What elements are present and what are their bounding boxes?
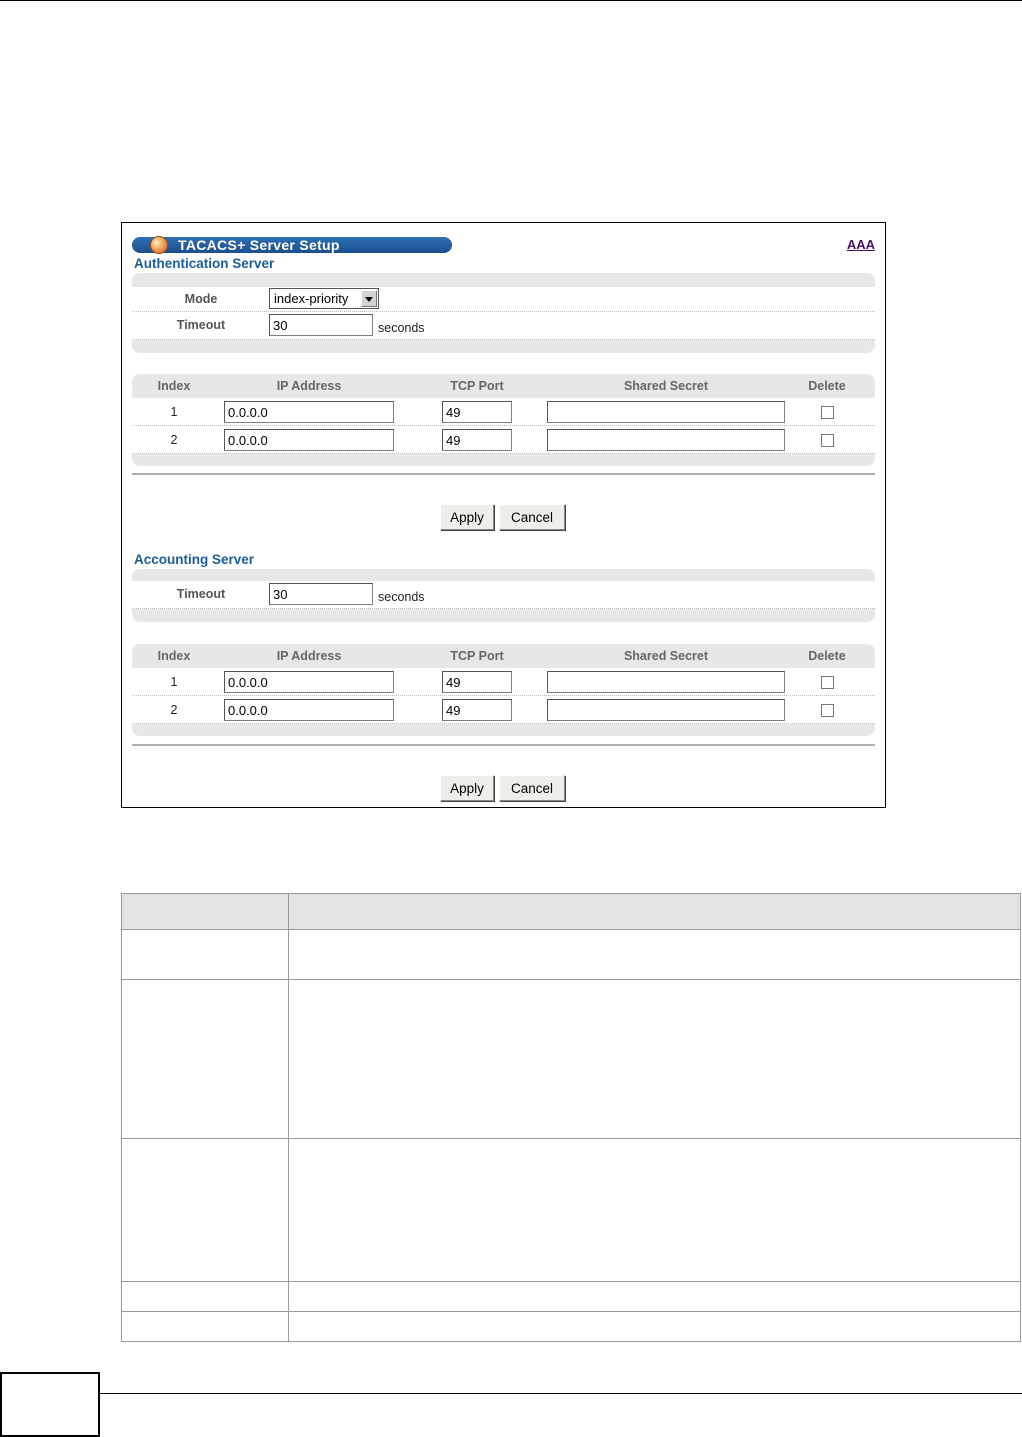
tcp-port-input[interactable]	[442, 429, 512, 451]
col-tcp-port: TCP Port	[450, 379, 504, 393]
tacacs-server-setup-screen	[121, 222, 886, 808]
table-row	[122, 1312, 1021, 1342]
timeout-unit: seconds	[378, 321, 425, 335]
timeout-row	[132, 581, 875, 609]
col-tcp-port: TCP Port	[450, 649, 504, 663]
accounting-server-heading: Accounting Server	[134, 552, 255, 567]
col-index: Index	[157, 649, 191, 663]
delete-checkbox[interactable]	[821, 434, 834, 447]
acct-cancel-button[interactable]: Cancel	[499, 775, 565, 801]
header-cell-description	[288, 894, 1020, 930]
acct-timeout-input[interactable]	[269, 583, 373, 605]
mode-select-value: index-priority	[274, 291, 349, 306]
authentication-settings-panel	[132, 273, 875, 353]
delete-checkbox[interactable]	[821, 406, 834, 419]
table-row	[122, 1282, 1021, 1312]
screen-title: TACACS+ Server Setup	[178, 237, 340, 253]
table-header-row	[122, 894, 1021, 930]
mode-label: Mode	[184, 292, 218, 306]
table-row	[122, 930, 1021, 980]
timeout-label: Timeout	[176, 587, 226, 601]
table-row	[132, 668, 875, 696]
table-row	[122, 1139, 1021, 1282]
mode-row	[132, 287, 875, 312]
page-footer-rule	[0, 1393, 1022, 1394]
title-bar	[132, 237, 452, 253]
ip-address-input[interactable]	[224, 429, 394, 451]
acct-apply-button[interactable]: Apply	[440, 775, 494, 801]
auth-cancel-button[interactable]: Cancel	[499, 504, 565, 530]
auth-timeout-input[interactable]	[269, 314, 373, 336]
shared-secret-input[interactable]	[547, 401, 785, 423]
table-row	[122, 980, 1021, 1139]
col-ip-address: IP Address	[276, 379, 342, 393]
header-cell-label	[122, 894, 289, 930]
section-divider	[132, 473, 875, 475]
row-index: 1	[170, 405, 178, 419]
tcp-port-input[interactable]	[442, 401, 512, 423]
ip-address-input[interactable]	[224, 699, 394, 721]
col-shared-secret: Shared Secret	[623, 379, 709, 393]
col-shared-secret: Shared Secret	[623, 649, 709, 663]
field-description-table	[121, 893, 1021, 1342]
shared-secret-input[interactable]	[547, 671, 785, 693]
row-index: 1	[170, 675, 178, 689]
shared-secret-input[interactable]	[547, 429, 785, 451]
shared-secret-input[interactable]	[547, 699, 785, 721]
accounting-settings-panel	[132, 569, 875, 622]
mode-select[interactable]	[269, 288, 379, 309]
aaa-link[interactable]: AAA	[846, 237, 875, 252]
delete-checkbox[interactable]	[821, 704, 834, 717]
table-row	[132, 398, 875, 426]
col-ip-address: IP Address	[276, 649, 342, 663]
tcp-port-input[interactable]	[442, 699, 512, 721]
auth-apply-button[interactable]: Apply	[440, 504, 494, 530]
delete-checkbox[interactable]	[821, 676, 834, 689]
authentication-server-heading: Authentication Server	[134, 256, 275, 271]
table-row	[132, 426, 875, 454]
authentication-server-table	[132, 374, 875, 466]
col-delete: Delete	[808, 649, 846, 663]
page-number-box	[0, 1372, 100, 1437]
timeout-unit: seconds	[378, 590, 425, 604]
chevron-down-icon[interactable]	[361, 290, 377, 307]
ip-address-input[interactable]	[224, 671, 394, 693]
timeout-row	[132, 312, 875, 340]
tcp-port-input[interactable]	[442, 671, 512, 693]
table-row	[132, 696, 875, 724]
col-index: Index	[157, 379, 191, 393]
page-top-rule	[0, 0, 1022, 1]
orb-icon	[150, 236, 168, 254]
col-delete: Delete	[808, 379, 846, 393]
accounting-server-table	[132, 644, 875, 736]
timeout-label: Timeout	[176, 318, 226, 332]
ip-address-input[interactable]	[224, 401, 394, 423]
row-index: 2	[170, 703, 178, 717]
section-divider	[132, 744, 875, 746]
row-index: 2	[170, 433, 178, 447]
